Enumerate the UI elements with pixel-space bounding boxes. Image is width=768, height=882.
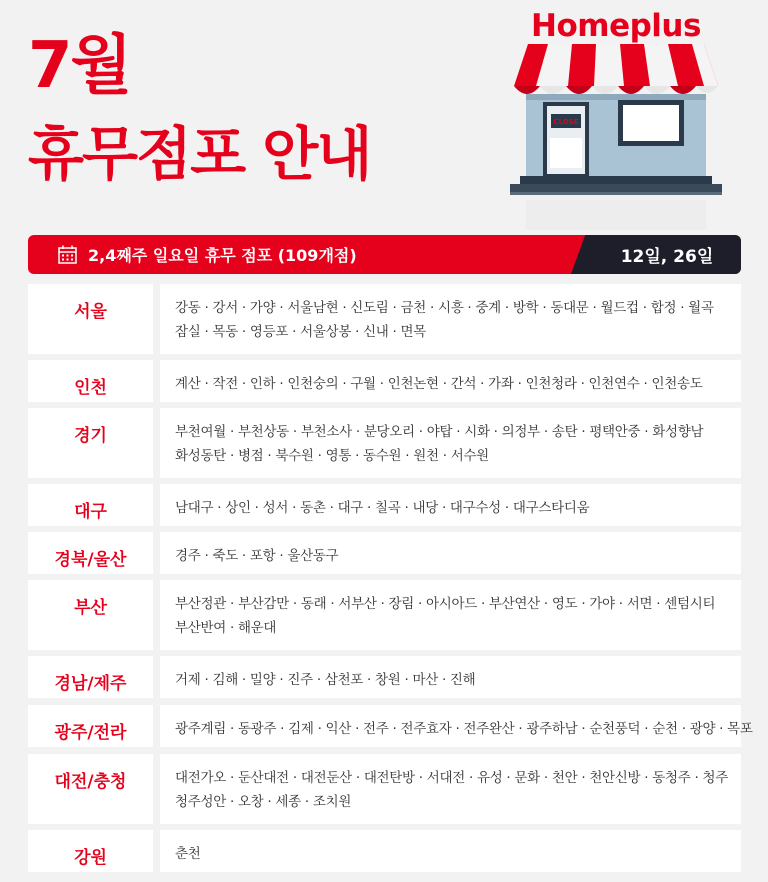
store-line: 광주계림 · 동광주 · 김제 · 익산 · 전주 · 전주효자 · 전주완산 · 광주하남 · 순천풍덕 · 순천 · 광양 · 목포 [175, 721, 753, 737]
table-row [28, 580, 741, 650]
store-line: 잠실 · 목동 · 영등포 · 서울상봉 · 신내 · 면목 [175, 324, 426, 340]
store-list [160, 484, 741, 526]
region-name [28, 532, 153, 574]
banner-label [28, 235, 357, 274]
store-line: 청주성안 · 오창 · 세종 · 조치원 [175, 794, 352, 810]
table-row [28, 360, 741, 402]
region-label: 경북/울산 [54, 550, 127, 570]
region-name [28, 705, 153, 747]
table-row [28, 754, 741, 824]
store-line: 부천여월 · 부천상동 · 부천소사 · 분당오리 · 야탑 · 시화 · 의정부 · 송탄 · 평택안중 · 화성향남 [175, 424, 704, 440]
region-label: 경남/제주 [54, 674, 127, 694]
region-name [28, 580, 153, 650]
closure-banner [28, 235, 741, 274]
table-row [28, 484, 741, 526]
region-label: 광주/전라 [54, 723, 127, 743]
closure-dates: 12일, 26일 [593, 235, 741, 274]
table-row [28, 705, 753, 747]
store-list [160, 408, 741, 478]
store-list [160, 754, 741, 824]
table-row [28, 532, 741, 574]
region-label: 대전/충청 [54, 772, 127, 792]
brand-logo-text: Homeplus [531, 8, 701, 44]
page-title: 휴무점포 안내 [28, 120, 371, 188]
store-line: 부산반여 · 해운대 [175, 620, 277, 636]
store-line: 거제 · 김해 · 밀양 · 진주 · 삼천포 · 창원 · 마산 · 진해 [175, 672, 476, 688]
store-illustration-icon [506, 44, 726, 234]
region-label: 경기 [74, 426, 107, 446]
store-list [160, 284, 741, 354]
close-sign: CLOSE [553, 118, 579, 126]
region-label: 부산 [74, 598, 107, 618]
store-line: 대전가오 · 둔산대전 · 대전둔산 · 대전탄방 · 서대전 · 유성 · 문화 · 천안 · 천안신방 · 동청주 · 청주 [175, 770, 728, 786]
store-list [160, 360, 741, 402]
region-name [28, 754, 153, 824]
store-list [160, 830, 741, 872]
region-name [28, 656, 153, 698]
store-list [160, 705, 753, 747]
store-line: 강동 · 강서 · 가양 · 서울남현 · 신도림 · 금천 · 시흥 · 중계 · 방학 · 동대문 · 월드컵 · 합정 · 월곡 [175, 300, 714, 316]
region-name [28, 360, 153, 402]
table-row [28, 408, 741, 478]
store-list [160, 656, 741, 698]
table-row [28, 830, 741, 872]
table-row [28, 656, 741, 698]
store-line: 춘천 [175, 846, 201, 862]
region-name [28, 284, 153, 354]
region-name [28, 484, 153, 526]
region-name [28, 408, 153, 478]
store-line: 경주 · 죽도 · 포항 · 울산동구 [175, 548, 339, 564]
region-label: 강원 [74, 848, 107, 868]
banner-text: 2,4째주 일요일 휴무 점포 (109개점) [88, 246, 357, 265]
store-list [160, 580, 741, 650]
region-label: 대구 [74, 502, 107, 522]
region-label: 인천 [74, 378, 107, 398]
region-label: 서울 [74, 302, 107, 322]
store-line: 부산정관 · 부산감만 · 동래 · 서부산 · 장림 · 아시아드 · 부산연산 · 영도 · 가야 · 서면 · 센텀시티 [175, 596, 716, 612]
store-line: 계산 · 작전 · 인하 · 인천숭의 · 구월 · 인천논현 · 간석 · 가좌 · 인천청라 · 인천연수 · 인천송도 [175, 376, 703, 392]
store-line: 화성동탄 · 병점 · 북수원 · 영통 · 동수원 · 원천 · 서수원 [175, 448, 489, 464]
table-row [28, 284, 741, 354]
title-month: 7월 [28, 29, 131, 103]
region-name [28, 830, 153, 872]
store-line: 남대구 · 상인 · 성서 · 동촌 · 대구 · 칠곡 · 내당 · 대구수성 · 대구스타디움 [175, 500, 590, 516]
store-list [160, 532, 741, 574]
